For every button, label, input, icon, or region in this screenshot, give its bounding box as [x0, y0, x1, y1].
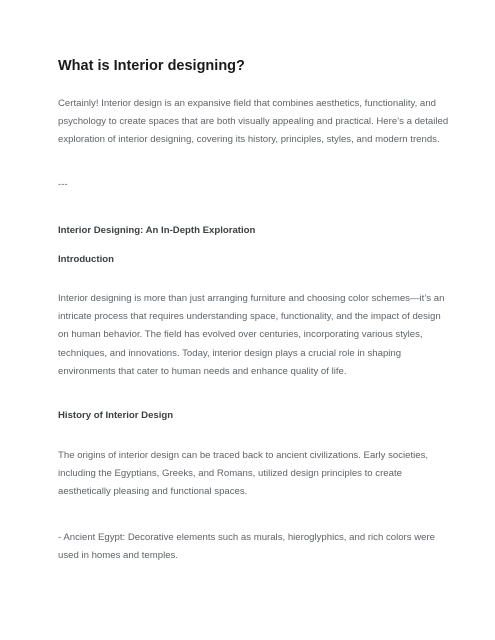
- history-paragraph: [58, 447, 444, 502]
- intro-line-3: exploration of interior designing, covering its history, principles, styles, and modern trends.: [58, 134, 440, 146]
- intro-paragraph: [58, 95, 449, 150]
- egypt-line-2: used in homes and temples.: [58, 550, 178, 562]
- egypt-line-1: - Ancient Egypt: Decorative elements such as murals, hieroglyphics, and rich colors were: [58, 532, 435, 543]
- history-heading: History of Interior Design: [58, 410, 174, 421]
- introduction-line-5: environments that cater to human needs and enhance quality of life.: [58, 365, 347, 377]
- history-line-2: including the Egyptians, Greeks, and Romans, utilized design principles to create: [58, 468, 402, 480]
- history-line-3: aesthetically pleasing and functional spaces.: [58, 486, 248, 498]
- egypt-paragraph: [58, 529, 444, 565]
- page-title: What is Interior designing?: [58, 58, 245, 74]
- introduction-paragraph: [58, 290, 444, 381]
- introduction-line-2: intricate process that requires understanding space, functionality, and the impact of design: [58, 311, 441, 323]
- introduction-line-4: techniques, and innovations. Today, interior design plays a crucial role in shaping: [58, 347, 402, 359]
- introduction-heading: Introduction: [58, 254, 114, 265]
- section-separator: ---: [58, 179, 68, 190]
- introduction-line-1: Interior designing is more than just arranging furniture and choosing color schemes—it’s an: [58, 293, 445, 304]
- intro-line-1: Certainly! Interior design is an expansive field that combines aesthetics, functionality, and: [58, 98, 436, 109]
- introduction-line-3: on human behavior. The field has evolved over centuries, incorporating various styles,: [58, 329, 423, 341]
- main-heading: Interior Designing: An In-Depth Exploration: [58, 225, 256, 236]
- history-line-1: The origins of interior design can be traced back to ancient civilizations. Early societies,: [58, 450, 429, 461]
- intro-line-2: psychology to create spaces that are both visually appealing and practical. Here’s a detailed: [58, 116, 449, 128]
